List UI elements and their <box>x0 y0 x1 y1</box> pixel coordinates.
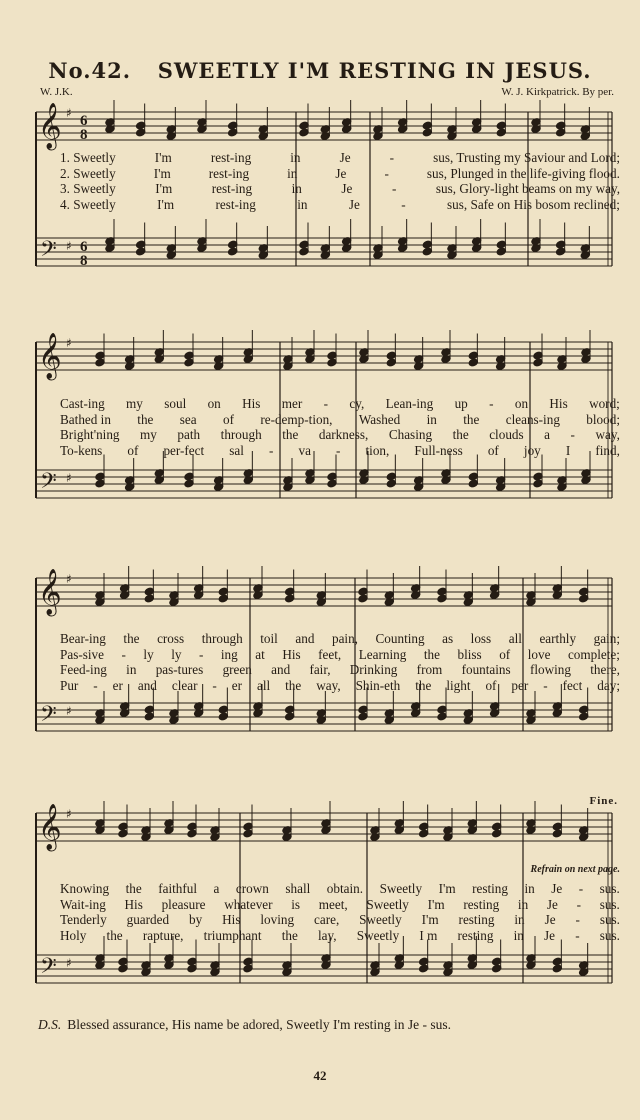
lyric-syllable: Je <box>544 912 556 928</box>
lyric-syllable: rest-ing <box>208 165 250 181</box>
lyric-syllable: I'm <box>438 881 456 896</box>
lyric-syllable: - <box>543 677 548 693</box>
lyric-syllable: Sweetly <box>356 927 400 943</box>
lyric-syllable: His <box>124 896 143 912</box>
lyric-syllable: darkness, <box>318 427 369 443</box>
key-sharp: ♯ <box>66 336 72 350</box>
lyric-syllable: Wait-ing <box>60 896 106 912</box>
lyric-syllable: ly <box>171 646 182 662</box>
lyric-syllable: - <box>576 896 581 912</box>
lyric-line <box>60 197 620 213</box>
lyric-syllable: on <box>207 396 221 411</box>
lyric-syllable: cleans-ing <box>505 411 560 427</box>
lyric-syllable: pain, <box>331 631 358 646</box>
lyric-syllable: as <box>442 631 454 646</box>
lyric-syllable: resting <box>463 896 500 912</box>
lyric-syllable: sus. <box>599 927 620 943</box>
lyric-line <box>60 897 620 913</box>
lyric-syllable: I m <box>419 927 438 943</box>
hymn-title: SWEETLY I'M RESTING IN JESUS. <box>157 58 592 83</box>
lyric-syllable: word; <box>589 396 620 411</box>
lyric-syllable: in <box>291 181 302 197</box>
lyric-syllable: way, <box>316 677 341 693</box>
lyric-syllable: from <box>416 662 443 678</box>
lyric-syllable: His <box>282 646 301 662</box>
lyric-syllable: fountains <box>461 662 511 678</box>
lyric-syllable: in <box>426 411 437 427</box>
lyric-syllable: Feed-ing <box>60 662 107 678</box>
key-sharp: ♯ <box>66 956 72 970</box>
lyric-syllable: of <box>487 442 499 458</box>
lyric-syllable: ing <box>220 646 238 662</box>
lyric-syllable: per <box>511 677 529 693</box>
lyric-syllable: - <box>198 646 204 662</box>
lyric-syllable: sus, Plunged in the life-giving flood. <box>426 165 620 181</box>
lyric-syllable: whatever <box>224 896 273 912</box>
lyric-syllable: in <box>297 196 308 212</box>
time-signature: 8 <box>80 253 88 269</box>
lyric-syllable: I'm <box>153 165 171 181</box>
lyric-syllable: by <box>189 912 203 928</box>
lyric-syllable: and <box>137 677 157 693</box>
lyric-syllable: way, <box>595 427 620 443</box>
lyric-syllable: sus, Trusting my Saviour and Lord; <box>433 150 620 165</box>
lyric-syllable: His <box>222 912 241 928</box>
lyric-syllable: Bathed in <box>60 411 111 427</box>
lyric-syllable: Chasing <box>388 427 433 443</box>
lyric-syllable: through <box>201 631 243 646</box>
lyric-line <box>60 647 620 663</box>
lyric-syllable: the <box>415 677 432 693</box>
lyric-syllable: - <box>389 150 395 165</box>
lyric-syllable: I'm <box>154 150 172 165</box>
lyric-syllable: I'm <box>421 912 439 928</box>
lyric-line <box>60 396 620 412</box>
lyric-syllable: 1. Sweetly <box>60 150 116 165</box>
lyric-syllable: Lean-ing <box>385 396 434 411</box>
lyric-syllable: in <box>517 896 529 912</box>
treble-clef: 𝄞 <box>38 569 62 615</box>
bass-clef: 𝄢 <box>40 237 57 267</box>
refrain-note: Refrain on next page. <box>530 864 620 875</box>
treble-clef: 𝄞 <box>38 804 62 850</box>
lyric-syllable: er <box>112 677 123 693</box>
lyrics-block-1 <box>60 150 620 212</box>
key-sharp: ♯ <box>66 807 72 821</box>
lyric-syllable: sus. <box>599 912 620 928</box>
lyric-syllable: care, <box>314 912 340 928</box>
lyric-syllable: clouds <box>489 427 524 443</box>
lyric-syllable: Je <box>348 196 360 212</box>
lyric-syllable: resting <box>457 927 494 943</box>
lyric-syllable: fair, <box>309 662 331 678</box>
lyric-syllable: in <box>513 927 524 943</box>
lyric-syllable: resting <box>472 881 508 896</box>
lyric-line <box>60 662 620 678</box>
lyric-syllable: day; <box>597 677 620 693</box>
lyric-line <box>60 881 620 897</box>
words-credit: W. J.K. <box>40 86 73 98</box>
lyric-syllable: fect <box>562 677 583 693</box>
lyric-syllable: there, <box>590 662 620 678</box>
lyric-line <box>60 928 620 944</box>
lyric-syllable: of <box>485 677 497 693</box>
lyric-syllable: - <box>391 181 397 197</box>
lyric-syllable: Washed <box>358 411 401 427</box>
lyric-syllable: in <box>287 165 298 181</box>
lyric-syllable: Pur <box>60 677 79 693</box>
lyric-syllable: the <box>137 411 154 427</box>
lyric-syllable: the <box>285 677 302 693</box>
lyric-syllable: Full-ness <box>414 442 463 458</box>
lyric-syllable: rapture, <box>142 927 184 943</box>
lyric-syllable: - <box>212 677 217 693</box>
lyric-syllable: Learning <box>358 646 407 662</box>
lyric-syllable: Tenderly <box>60 912 107 928</box>
lyric-syllable: sal <box>229 442 244 458</box>
lyric-syllable: Cast-ing <box>60 396 105 411</box>
lyric-line <box>60 181 620 197</box>
lyric-syllable: of <box>222 411 234 427</box>
lyric-syllable: I'm <box>155 181 173 197</box>
lyric-syllable: up <box>454 396 468 411</box>
lyric-syllable: Sweetly <box>379 881 423 896</box>
lyric-syllable: complete; <box>567 646 620 662</box>
lyric-line <box>60 631 620 647</box>
lyric-syllable: Pas-sive <box>60 646 104 662</box>
lyric-syllable: Je <box>339 150 351 165</box>
lyric-syllable: find, <box>595 442 620 458</box>
lyric-syllable: Holy <box>60 927 87 943</box>
lyric-syllable: sus, Safe on His bosom reclined; <box>447 196 620 212</box>
lyric-syllable: - <box>401 196 406 212</box>
lyric-syllable: at <box>255 646 265 662</box>
time-signature: 8 <box>80 127 88 143</box>
lyric-syllable: Sweetly <box>359 912 402 928</box>
lyric-syllable: meet, <box>318 896 348 912</box>
lyric-syllable: triumphant <box>203 927 262 943</box>
key-sharp: ♯ <box>66 239 72 253</box>
lyric-syllable: re-demp-tion, <box>260 411 333 427</box>
lyric-syllable: Je <box>335 165 347 181</box>
lyric-syllable: lay, <box>318 927 337 943</box>
key-sharp: ♯ <box>66 704 72 718</box>
lyric-syllable: mer <box>281 396 303 411</box>
lyric-syllable: and <box>271 662 291 678</box>
lyric-syllable: - <box>121 646 126 662</box>
lyric-syllable: Shin-eth <box>355 677 401 693</box>
lyric-syllable: a <box>213 881 220 896</box>
lyric-syllable: - <box>93 677 98 693</box>
lyric-syllable: sus. <box>599 881 620 896</box>
lyric-syllable: - <box>575 912 580 928</box>
lyric-syllable: resting <box>458 912 495 928</box>
lyric-syllable: the <box>106 927 123 943</box>
lyric-syllable: pas-tures <box>155 662 204 678</box>
lyric-syllable: - <box>575 927 580 943</box>
hymn-number: No.42. <box>48 58 132 83</box>
lyric-syllable: rest-ing <box>210 150 252 165</box>
lyric-syllable: the <box>282 427 299 443</box>
fine-label: Fine. <box>589 795 618 807</box>
lyric-syllable: the <box>423 646 440 662</box>
lyric-line <box>60 443 620 459</box>
lyric-syllable: bliss <box>457 646 482 662</box>
lyric-syllable: Je <box>546 896 558 912</box>
lyric-syllable: per-fect <box>163 442 205 458</box>
lyric-syllable: earthly <box>539 631 577 646</box>
lyric-syllable: Je <box>544 927 556 943</box>
lyric-syllable: all <box>508 631 522 646</box>
lyric-syllable: light <box>446 677 471 693</box>
lyric-syllable: er <box>231 677 243 693</box>
lyric-syllable: va <box>298 442 311 458</box>
time-signature: 6 <box>80 113 88 129</box>
ds-text: Blessed assurance, His name be adored, Sweetly I'm resting in Je - sus. <box>67 1017 451 1032</box>
lyric-syllable: flowing <box>529 662 571 678</box>
lyric-syllable: Counting <box>375 631 425 646</box>
lyric-syllable: - <box>269 442 274 458</box>
lyric-syllable: Drinking <box>349 662 398 678</box>
ds-label: D.S. <box>38 1017 62 1032</box>
lyrics-block-3 <box>60 631 620 693</box>
lyric-syllable: Je <box>551 881 563 896</box>
lyric-syllable: joy <box>523 442 541 458</box>
lyric-syllable: I'm <box>427 896 445 912</box>
lyric-syllable: I'm <box>157 196 175 212</box>
bass-clef: 𝄢 <box>40 469 57 499</box>
lyric-line <box>60 412 620 428</box>
lyric-syllable: Knowing <box>60 881 110 896</box>
lyric-syllable: through <box>220 427 262 443</box>
lyric-syllable: Bright'ning <box>60 427 120 443</box>
bass-clef: 𝄢 <box>40 702 57 732</box>
lyric-syllable: a <box>544 427 551 443</box>
lyric-syllable: sus. <box>599 896 620 912</box>
lyric-syllable: shall <box>285 881 311 896</box>
key-sharp: ♯ <box>66 572 72 586</box>
page-number: 42 <box>313 1068 327 1083</box>
lyric-line <box>60 166 620 182</box>
lyric-syllable: 4. Sweetly <box>60 196 116 212</box>
lyric-syllable: - <box>578 881 584 896</box>
lyric-syllable: love <box>527 646 551 662</box>
lyric-syllable: the <box>463 411 480 427</box>
lyric-syllable: rest-ing <box>211 181 253 197</box>
lyric-syllable: in <box>514 912 525 928</box>
lyric-syllable: - <box>384 165 389 181</box>
lyric-syllable: 2. Sweetly <box>60 165 116 181</box>
lyric-syllable: clear <box>171 677 198 693</box>
lyric-syllable: Bear-ing <box>60 631 106 646</box>
lyric-syllable: sea <box>179 411 197 427</box>
lyrics-block-4 <box>60 881 620 943</box>
lyric-syllable: - <box>570 427 575 443</box>
lyric-syllable: 3. Sweetly <box>60 181 116 197</box>
lyric-syllable: His <box>549 396 568 411</box>
lyric-line <box>60 150 620 166</box>
lyric-syllable: the <box>452 427 469 443</box>
lyric-line <box>60 678 620 694</box>
lyric-syllable: blood; <box>586 411 620 427</box>
lyric-syllable: ly <box>143 646 154 662</box>
lyric-syllable: obtain. <box>326 881 364 896</box>
key-sharp: ♯ <box>66 106 72 120</box>
lyric-syllable: To-kens <box>60 442 103 458</box>
lyric-syllable: pleasure <box>161 896 206 912</box>
lyric-syllable: Je <box>341 181 353 197</box>
lyric-syllable: - <box>323 396 329 411</box>
lyric-syllable: His <box>242 396 261 411</box>
lyric-syllable: and <box>295 631 315 646</box>
lyric-syllable: soul <box>164 396 187 411</box>
lyric-syllable: toil <box>260 631 278 646</box>
bass-clef: 𝄢 <box>40 954 57 984</box>
lyric-syllable: green <box>222 662 252 678</box>
lyric-syllable: the <box>281 927 298 943</box>
lyric-syllable: of <box>127 442 139 458</box>
time-signature: 6 <box>80 239 88 255</box>
lyric-syllable: sus, Glory-light beams on my way, <box>435 181 620 197</box>
lyric-syllable: in <box>126 662 137 678</box>
lyric-syllable: crown <box>235 881 269 896</box>
lyric-line <box>60 912 620 928</box>
key-sharp: ♯ <box>66 471 72 485</box>
staff-group <box>36 100 612 984</box>
lyric-syllable: on <box>514 396 529 411</box>
lyric-syllable: of <box>499 646 511 662</box>
lyric-syllable: path <box>177 427 201 443</box>
ds-line <box>38 1017 600 1033</box>
lyric-syllable: my <box>126 396 143 411</box>
lyric-syllable: tion, <box>365 442 390 458</box>
lyric-syllable: feet, <box>318 646 342 662</box>
lyric-syllable: guarded <box>126 912 170 928</box>
lyric-line <box>60 427 620 443</box>
lyric-syllable: faithful <box>158 881 198 896</box>
treble-clef: 𝄞 <box>38 103 62 149</box>
lyric-syllable: I <box>565 442 571 458</box>
music-credit: W. J. Kirkpatrick. By per. <box>501 86 614 98</box>
lyric-syllable: gain; <box>593 631 620 646</box>
treble-clef: 𝄞 <box>38 333 62 379</box>
lyric-syllable: Sweetly <box>366 896 409 912</box>
lyric-syllable: cy, <box>349 396 365 411</box>
lyric-syllable: is <box>291 896 301 912</box>
lyric-syllable: the <box>123 631 140 646</box>
lyric-syllable: - <box>489 396 494 411</box>
lyric-syllable: in <box>524 881 535 896</box>
lyric-syllable: loving <box>260 912 295 928</box>
lyric-syllable: my <box>140 427 157 443</box>
lyric-syllable: in <box>290 150 301 165</box>
lyric-syllable: loss <box>470 631 492 646</box>
lyrics-block-2 <box>60 396 620 458</box>
lyric-syllable: the <box>125 881 142 896</box>
lyric-syllable: rest-ing <box>215 196 256 212</box>
lyric-syllable: cross <box>157 631 185 646</box>
lyric-syllable: - <box>336 442 341 458</box>
lyric-syllable: all <box>256 677 271 693</box>
